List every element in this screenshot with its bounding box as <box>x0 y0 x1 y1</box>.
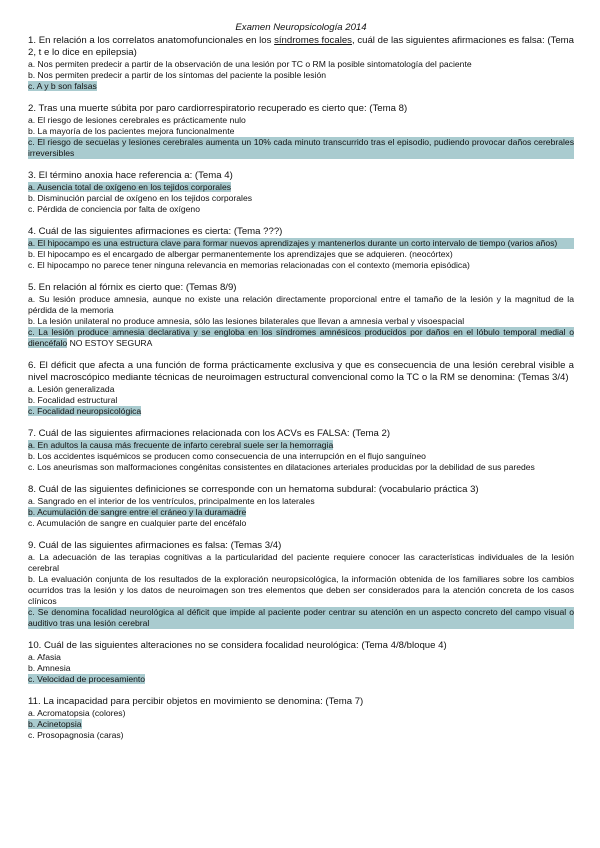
highlighted-answer: c. La lesión produce amnesia declarativa y se engloba en los síndromes amnésicos producidos por daños en el lóbulo temporal medial o diencéfalo <box>28 327 574 348</box>
exam-page <box>28 22 574 752</box>
question-stem: 3. El término anoxia hace referencia a: (Tema 4) <box>28 170 233 181</box>
option-c-highlighted-answer: c. Se denomina focalidad neurológica al déficit que impide al paciente poder centrar su atención en un aspecto concreto del campo visual o auditivo tras una lesión cerebral <box>28 607 574 628</box>
stem-text: , cuál de las siguientes afirmaciones es falsa: (Tema 2, t e lo dice en epilepsia) <box>28 35 574 58</box>
option-c: c. Acumulación de sangre en cualquier parte del encéfalo <box>28 518 247 528</box>
question-stem: 9. Cuál de las siguientes afirmaciones es falsa: (Temas 3/4) <box>28 540 282 551</box>
question-11 <box>28 696 574 741</box>
stem-underlined: síndromes focales <box>274 35 352 46</box>
option-b: b. Disminución parcial de oxígeno en los tejidos corporales <box>28 193 253 203</box>
question-stem: 6. El déficit que afecta a una función de forma prácticamente exclusiva y que es consecuencia de una lesión cerebral visible a nivel macroscópico mediante técnicas de neuroimagen estructural convencional como la TC o la RM se denomina: (Temas 3/4) <box>28 360 574 383</box>
option-a: a. El riesgo de lesiones cerebrales es prácticamente nulo <box>28 115 246 125</box>
question-3 <box>28 170 574 215</box>
option-b: b. El hipocampo es el encargado de albergar permanentemente los aprendizajes que se adquieren. (neocórtex) <box>28 249 453 259</box>
question-stem <box>28 35 574 59</box>
option-a-highlighted-answer: a. Ausencia total de oxígeno en los tejidos corporales <box>28 182 232 192</box>
highlighted-answer: c. A y b son falsas <box>28 81 97 91</box>
option-b: b. Amnesia <box>28 663 71 673</box>
question-5 <box>28 282 574 349</box>
option-b: b. Nos permiten predecir a partir de los síntomas del paciente la posible lesión <box>28 70 327 80</box>
option-c-highlighted-answer: c. Velocidad de procesamiento <box>28 674 146 684</box>
option-b-highlighted-answer: b. Acinetopsia <box>28 719 82 729</box>
question-stem: 4. Cuál de las siguientes afirmaciones es cierta: (Tema ???) <box>28 226 283 237</box>
option-b: b. Los accidentes isquémicos se producen como consecuencia de una interrupción en el flujo sanguíneo <box>28 451 426 461</box>
option-c: c. Prosopagnosia (caras) <box>28 730 124 740</box>
option-a: a. Acromatopsia (colores) <box>28 708 126 718</box>
option-a: a. Su lesión produce amnesia, aunque no existe una relación directamente proporcional entre el tamaño de la lesión y la magnitud de la pérdida de la memoria <box>28 294 574 315</box>
option-b: b. La mayoría de los pacientes mejora funcionalmente <box>28 126 235 136</box>
question-1 <box>28 35 574 92</box>
question-7 <box>28 428 574 473</box>
option-c: c. El hipocampo no parece tener ninguna relevancia en memorias relacionadas con el contexto (memoria episódica) <box>28 260 470 270</box>
option-a: a. Sangrado en el interior de los ventrículos, principalmente en los laterales <box>28 496 315 506</box>
page-title: Examen Neuropsicología 2014 <box>235 22 367 33</box>
question-10 <box>28 640 574 685</box>
stem-text: 1. En relación a los correlatos anatomofuncionales en los <box>28 35 275 46</box>
question-4 <box>28 226 574 271</box>
option-b-highlighted-answer: b. Acumulación de sangre entre el cráneo y la duramadre <box>28 507 247 517</box>
question-stem: 7. Cuál de las siguientes afirmaciones relacionada con los ACVs es FALSA: (Tema 2) <box>28 428 391 439</box>
option-b: b. Focalidad estructural <box>28 395 118 405</box>
option-a: a. La adecuación de las terapias cognitivas a la particularidad del paciente requiere conocer las características individuales de la lesión cerebral <box>28 552 574 573</box>
question-stem: 8. Cuál de las siguientes definiciones se corresponde con un hematoma subdural: (vocabulario práctica 3) <box>28 484 479 495</box>
option-b: b. La evaluación conjunta de los resultados de la exploración neuropsicológica, la información obtenida de los familiares sobre los cambios ocurridos tras la lesión y los datos de neuroimagen son tres elementos que deben ser considerados para la atención concreta de los casos clínicos <box>28 574 574 606</box>
option-a: a. Lesión generalizada <box>28 384 115 394</box>
option-a: a. Afasia <box>28 652 61 662</box>
question-2 <box>28 103 574 159</box>
option-a-highlighted-answer: a. En adultos la causa más frecuente de infarto cerebral suele ser la hemorragia <box>28 440 334 450</box>
question-9 <box>28 540 574 629</box>
option-c: c. Los aneurismas son malformaciones congénitas consistentes en dilataciones arteriales producidas por la debilidad de sus paredes <box>28 462 535 472</box>
question-stem: 10. Cuál de las siguientes alteraciones no se considera focalidad neurológica: (Tema 4/8/bloque 4) <box>28 640 447 651</box>
question-8 <box>28 484 574 529</box>
answer-note: NO ESTOY SEGURA <box>67 338 153 348</box>
question-stem: 5. En relación al fórnix es cierto que: (Temas 8/9) <box>28 282 237 293</box>
option-c <box>28 81 574 92</box>
question-stem: 11. La incapacidad para percibir objetos en movimiento se denomina: (Tema 7) <box>28 696 364 707</box>
question-stem: 2. Tras una muerte súbita por paro cardiorrespiratorio recuperado es cierto que: (Tema 8) <box>28 103 408 114</box>
option-c <box>28 327 574 349</box>
option-c: c. Pérdida de conciencia por falta de oxígeno <box>28 204 200 214</box>
question-6 <box>28 360 574 417</box>
option-a-highlighted-answer: a. El hipocampo es una estructura clave para formar nuevos aprendizajes y mantenerlos durante un corto intervalo de tiempo (varios años) <box>28 238 574 249</box>
option-c-highlighted-answer: c. El riesgo de secuelas y lesiones cerebrales aumenta un 10% cada minuto transcurrido tras el episodio, pudiendo provocar daños cerebrales irreversibles <box>28 137 574 158</box>
option-a: a. Nos permiten predecir a partir de la observación de una lesión por TC o RM la posible sintomatología del paciente <box>28 59 472 69</box>
option-c-highlighted-answer: c. Focalidad neuropsicológica <box>28 406 142 416</box>
option-b: b. La lesión unilateral no produce amnesia, sólo las lesiones bilaterales que llevan a amnesia verbal y visoespacial <box>28 316 465 326</box>
